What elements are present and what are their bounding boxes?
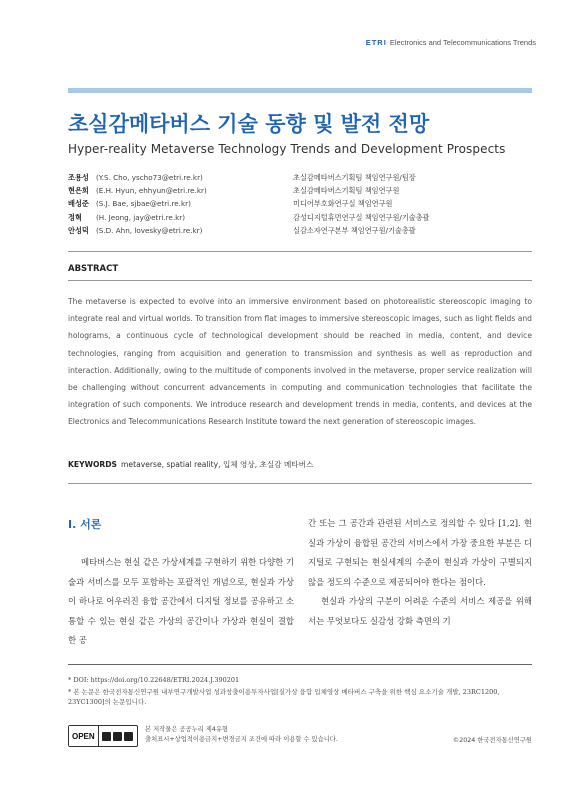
no-derivatives-icon xyxy=(124,732,133,741)
open-license-label: OPEN xyxy=(69,726,99,746)
funding-footnote: * 본 논문은 한국전자통신연구원 내부연구개발사업 성과창출이용투자사업[실가상 융합 입체영상 메타버스 구축을 위한 핵심 요소기술 개발, 23RC1200, 23YC1300]의 논문입니다. xyxy=(68,687,500,706)
open-license-badge[interactable] xyxy=(68,725,138,747)
body-paragraph: 간 또는 그 공간과 관련된 서비스로 정의할 수 있다 [1,2]. 현실과 가상이 융합된 공간의 서비스에서 가장 중요한 부분은 디지털로 구현되는 현실세계의 수준이 현실과 가상이 구별되지 않을 정도의 수준으로 제공되어야 한다는 점이다. xyxy=(308,518,532,587)
keywords-text: metaverse, spatial reality, 입체 영상, 초실감 메타버스 xyxy=(121,460,314,469)
divider xyxy=(68,483,532,484)
noncommercial-icon xyxy=(113,732,122,741)
license-text xyxy=(145,725,338,745)
body-paragraph: 현실과 가상의 구분이 어려운 수준의 서비스 제공을 위해서는 무엇보다도 실감성 강화 측면의 기 xyxy=(308,596,532,626)
attribution-icon xyxy=(102,732,111,741)
copyright: ©2024 한국전자통신연구원 xyxy=(452,737,532,744)
paper-title-english: Hyper-reality Metaverse Technology Trends and Development Prospects xyxy=(68,142,506,156)
license-condition-icons xyxy=(99,732,136,741)
author-contact[interactable]: (S.D. Ahn, lovesky@etri.re.kr) xyxy=(96,225,203,235)
author-row xyxy=(68,224,416,237)
journal-name: Electronics and Telecommunications Trends xyxy=(389,38,536,47)
author-affiliation: 감성디지털휴먼연구실 책임연구원/기술총괄 xyxy=(293,212,430,222)
journal-header xyxy=(0,38,536,47)
doi-footnote[interactable]: * DOI: https://doi.org/10.22648/ETRI.2024.J.390201 xyxy=(68,676,240,684)
section-heading: Ⅰ. 서론 xyxy=(68,518,102,531)
abstract-heading: ABSTRACT xyxy=(68,264,119,274)
author-row xyxy=(68,171,416,184)
license-line: 본 저작물은 공공누리 제4유형 xyxy=(145,726,229,733)
abstract-text: The metaverse is expected to evolve into an immersive environment based on photorealistic stereoscopic imaging to integrate real and virtual worlds. To transition from flat images to immersive stereoscopic images, such as light fields and holograms, a continuous cycle of technological development should be reached in media, content, and device technologies, ranging from acquisition and generation to transmission and synthesis as well as reproduction and interaction. Additionally, owing to the multitude of components involved in the metaverse, proper service realization will be challenging without concurrent advancements in computing and communication technologies that facilitate the integration of such components. We introduce research and development trends in media, contents, and devices at the Electronics and Telecommunications Research Institute toward the next generation of stereoscopic images. xyxy=(68,297,532,427)
header-bar xyxy=(68,88,532,93)
footnotes xyxy=(68,675,532,709)
author-name: 조용성 xyxy=(68,173,89,182)
keywords-label: KEYWORDS xyxy=(68,460,118,469)
author-affiliation: 실감소자연구본부 책임연구원/기술총괄 xyxy=(293,225,416,235)
keywords xyxy=(68,459,313,470)
author-contact[interactable]: (H. Jeong, jay@etri.re.kr) xyxy=(96,212,186,222)
author-row xyxy=(68,197,393,210)
author-row xyxy=(68,211,430,224)
page-footer xyxy=(68,725,532,747)
author-affiliation: 초실감메타버스기획팀 책임연구원 xyxy=(293,186,400,196)
body-column-left xyxy=(68,553,294,651)
body-column-right xyxy=(308,514,532,632)
author-contact[interactable]: (E.H. Hyun, ehhyun@etri.re.kr) xyxy=(96,186,207,196)
footnote-divider xyxy=(68,664,532,665)
author-row xyxy=(68,184,400,197)
author-contact[interactable]: (S.J. Bae, sjbae@etri.re.kr) xyxy=(96,199,191,209)
author-affiliation: 미디어부호화연구실 책임연구원 xyxy=(293,199,393,209)
divider xyxy=(68,251,532,252)
paper-title-korean: 초실감메타버스 기술 동향 및 발전 전망 xyxy=(68,112,430,136)
divider xyxy=(68,280,532,281)
author-contact[interactable]: (Y.S. Cho, yscho73@etri.re.kr) xyxy=(96,173,203,182)
author-name: 정혁 xyxy=(68,212,82,222)
author-name: 현은희 xyxy=(68,186,89,196)
author-name: 안성덕 xyxy=(68,225,89,235)
author-list xyxy=(68,171,430,237)
etri-logo: ETRI xyxy=(365,38,387,47)
author-name: 배성준 xyxy=(68,199,89,209)
license-line: 출처표시+상업적이용금지+변경금지 조건에 따라 이용할 수 있습니다. xyxy=(145,736,338,743)
body-paragraph: 메타버스는 현실 같은 가상세계를 구현하기 위한 다양한 기술과 서비스를 모두 포함하는 포괄적인 개념으로, 현실과 가상이 하나로 어우러진 융합 공간에서 디지털 정보를 공유하고 소통할 수 있는 현실 같은 가상의 공간이나 가상과 현실이 결합한 공 xyxy=(68,557,294,646)
author-affiliation: 초실감메타버스기획팀 책임연구원/팀장 xyxy=(293,173,416,182)
